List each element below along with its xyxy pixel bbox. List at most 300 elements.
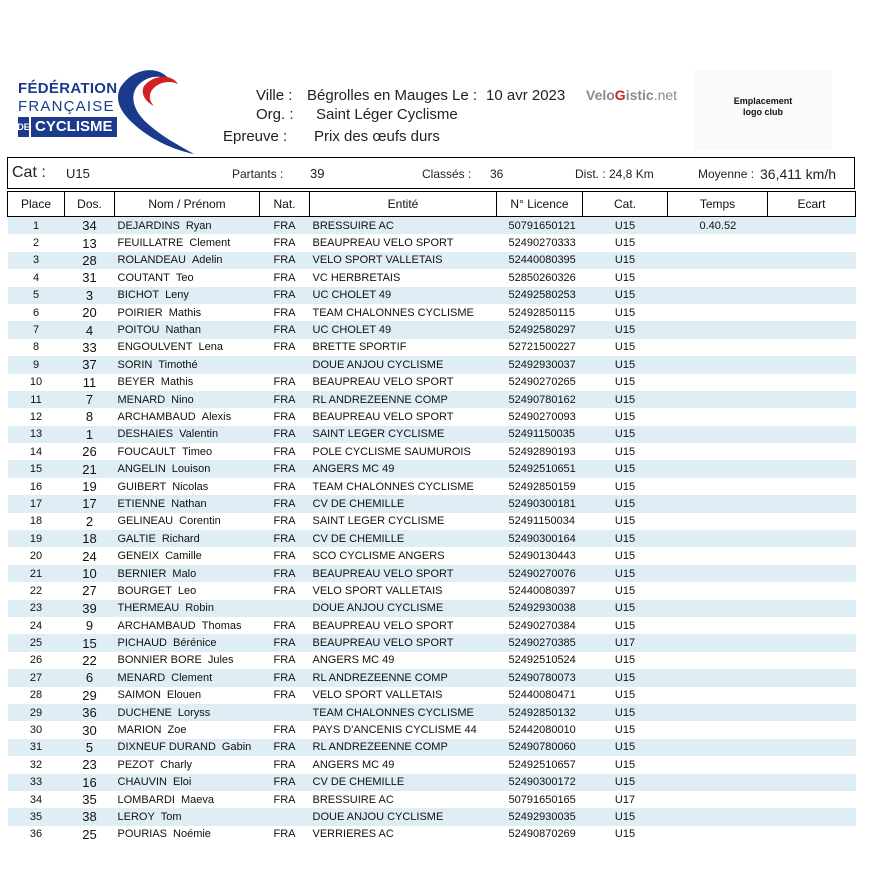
cell-nom-prenom <box>115 339 260 356</box>
table-row <box>8 478 856 495</box>
cell-place: 27 <box>8 669 65 686</box>
cell-licence: 52721500227 <box>508 341 576 354</box>
velogistic-brand <box>586 87 677 103</box>
table-row <box>8 600 856 617</box>
nom: COUTANT <box>117 271 170 284</box>
cell-entite: CV DE CHEMILLE <box>310 530 497 547</box>
cell-cat: U15 <box>583 217 668 235</box>
col-temps[interactable]: Temps <box>668 192 768 217</box>
cell-dossard: 31 <box>82 270 97 286</box>
cell-nom-prenom <box>115 687 260 704</box>
cell-dossard: 19 <box>82 479 97 495</box>
cell-nom-prenom <box>115 547 260 564</box>
cell-licence: 52850260326 <box>508 271 576 284</box>
moyenne-value: 36,411 km/h <box>760 166 837 182</box>
cell-licence: 52492510657 <box>508 758 576 771</box>
cell-entite: BEAUPREAU VELO SPORT <box>312 619 454 632</box>
cell-place: 14 <box>29 445 43 458</box>
nom: BICHOT <box>117 289 160 302</box>
prenom: Maeva <box>180 793 214 806</box>
table-row <box>8 721 856 738</box>
nom: MARION <box>117 724 162 737</box>
cell-cat: U15 <box>614 550 636 563</box>
cell-dossard: 39 <box>65 600 115 617</box>
cell-ecart <box>768 513 856 530</box>
cell-licence: 52490870269 <box>508 828 576 841</box>
prenom: Noémie <box>173 828 211 841</box>
col-nat[interactable]: Nat. <box>260 192 310 217</box>
prenom: Tom <box>160 810 182 823</box>
nom: DUCHENE <box>117 706 172 719</box>
prenom: Timeo <box>181 445 213 458</box>
cell-nom-prenom <box>115 530 260 547</box>
nom: FEUILLATRE <box>117 237 184 250</box>
results-table <box>7 191 856 843</box>
cell-cat: U15 <box>614 689 636 702</box>
cell-temps <box>668 391 768 408</box>
nom: BONNIER BORE <box>117 654 202 667</box>
cell-place: 20 <box>29 550 43 563</box>
col-entite[interactable]: Entité <box>310 192 497 217</box>
cell-cat: U15 <box>583 774 668 791</box>
cell-nat: FRA <box>260 565 310 582</box>
table-row <box>8 634 856 651</box>
cell-dossard: 27 <box>82 583 97 599</box>
nom: MENARD <box>117 671 166 684</box>
table-row <box>8 269 856 286</box>
cell-nat: FRA <box>260 217 310 235</box>
nom: GELINEAU <box>117 515 174 528</box>
cell-cat: U15 <box>614 306 636 319</box>
cell-nat: FRA <box>273 793 296 806</box>
cell-entite: ANGERS MC 49 <box>310 460 497 477</box>
cell-nom-prenom <box>115 321 260 338</box>
cell-nat: FRA <box>260 669 310 686</box>
classes-label: Classés : <box>422 167 472 181</box>
cell-nat: FRA <box>273 550 296 563</box>
brand-part-net: .net <box>653 87 678 103</box>
cell-temps <box>668 826 768 843</box>
cell-cat: U15 <box>583 495 668 512</box>
cell-nom-prenom <box>115 513 260 530</box>
nom: PICHAUD <box>117 637 168 650</box>
table-row <box>8 704 856 721</box>
nom: CHAUVIN <box>117 776 168 789</box>
nom: DEJARDINS <box>117 219 180 232</box>
cell-dossard: 8 <box>85 409 94 425</box>
cell-nat: FRA <box>260 391 310 408</box>
cell-temps <box>668 704 768 721</box>
logo-club-line1: Emplacement <box>733 96 793 106</box>
cell-dossard: 1 <box>65 426 115 443</box>
prenom: Malo <box>172 567 197 580</box>
prenom: Leo <box>177 584 197 597</box>
cyclist-swoosh-icon <box>114 66 198 156</box>
cell-entite: VC HERBRETAIS <box>312 271 401 284</box>
cell-temps <box>668 687 768 704</box>
cell-nom-prenom <box>115 634 260 651</box>
org-label: Org. : <box>256 106 294 123</box>
cell-nat <box>260 808 310 825</box>
cell-licence: 52440080397 <box>508 584 576 597</box>
cell-temps <box>668 652 768 669</box>
distance: Dist. : 24,8 Km <box>575 167 654 181</box>
cell-ecart <box>768 321 856 338</box>
nom: MENARD <box>117 393 166 406</box>
cell-dossard: 26 <box>82 444 97 460</box>
table-row <box>8 426 856 443</box>
cell-ecart <box>768 547 856 564</box>
cell-nom-prenom <box>115 443 260 460</box>
cell-licence: 52492850115 <box>508 306 575 319</box>
cell-place: 9 <box>8 356 65 373</box>
cell-dossard: 38 <box>65 808 115 825</box>
cell-cat: U15 <box>614 376 636 389</box>
cell-temps <box>668 565 768 582</box>
nom: BOURGET <box>117 584 172 597</box>
cell-cat: U15 <box>614 445 636 458</box>
table-row <box>8 234 856 251</box>
cell-dossard: 24 <box>82 548 97 564</box>
cell-nom-prenom <box>115 217 260 235</box>
cell-licence: 52490270333 <box>508 237 576 250</box>
cell-cat: U15 <box>583 321 668 338</box>
cell-entite: VELO SPORT VALLETAIS <box>312 689 443 702</box>
partants-label: Partants : <box>232 167 284 181</box>
date-value: 10 avr 2023 <box>486 87 566 104</box>
cell-nom-prenom <box>115 669 260 686</box>
nom: ARCHAMBAUD <box>117 410 196 423</box>
logo-club-placeholder <box>694 70 832 150</box>
cell-temps <box>668 530 768 547</box>
cell-nom-prenom <box>115 269 260 286</box>
cell-cat: U15 <box>583 356 668 373</box>
nom: ROLANDEAU <box>117 254 186 267</box>
cell-entite: POLE CYCLISME SAUMUROIS <box>312 445 471 458</box>
cell-cat: U15 <box>583 565 668 582</box>
cell-place: 32 <box>29 758 43 771</box>
cell-nom-prenom <box>115 756 260 773</box>
col-dossard[interactable]: Dos. <box>65 192 115 217</box>
cell-place: 2 <box>32 237 40 250</box>
cell-nat: FRA <box>260 739 310 756</box>
cell-entite: SCO CYCLISME ANGERS <box>312 550 445 563</box>
prenom: Alexis <box>201 410 232 423</box>
cell-ecart <box>768 582 856 599</box>
cell-nom-prenom <box>115 374 260 391</box>
cell-ecart <box>768 356 856 373</box>
cell-dossard: 13 <box>82 235 97 251</box>
table-row <box>8 443 856 460</box>
cell-licence: 52492850132 <box>497 704 583 721</box>
cell-dossard: 10 <box>65 565 115 582</box>
cell-nat: FRA <box>273 828 296 841</box>
org-value: Saint Léger Cyclisme <box>316 106 458 123</box>
table-row <box>8 252 856 269</box>
cell-place: 17 <box>8 495 65 512</box>
cell-ecart <box>768 600 856 617</box>
cell-licence: 52440080395 <box>497 252 583 269</box>
prenom: Adelin <box>191 254 223 267</box>
race-info-bar <box>7 157 855 189</box>
cell-cat: U15 <box>583 460 668 477</box>
nom: LOMBARDI <box>117 793 175 806</box>
cell-ecart <box>768 617 856 634</box>
nom: SORIN <box>117 358 153 371</box>
cell-nom-prenom <box>115 391 260 408</box>
cell-ecart <box>768 287 856 304</box>
prenom: Mathis <box>168 306 202 319</box>
cell-cat: U15 <box>614 654 636 667</box>
cell-ecart <box>768 269 856 286</box>
cell-nat: FRA <box>260 460 310 477</box>
cell-licence: 52492930037 <box>497 356 583 373</box>
cell-ecart <box>768 634 856 651</box>
cell-dossard: 28 <box>65 252 115 269</box>
col-place[interactable]: Place <box>8 192 65 217</box>
table-row <box>8 826 856 843</box>
cell-cat: U15 <box>614 341 636 354</box>
cell-ecart <box>768 808 856 825</box>
cell-place: 26 <box>29 654 43 667</box>
cell-ecart <box>768 460 856 477</box>
cell-temps <box>668 582 768 599</box>
cell-entite: RL ANDREZEENNE COMP <box>310 669 497 686</box>
cell-ecart <box>768 530 856 547</box>
cell-nat: FRA <box>273 515 296 528</box>
cell-dossard: 4 <box>65 321 115 338</box>
cell-place: 34 <box>29 793 43 806</box>
cell-nom-prenom <box>115 252 260 269</box>
cell-licence: 52490270265 <box>508 376 576 389</box>
cell-licence: 52492890193 <box>508 445 576 458</box>
cell-ecart <box>768 391 856 408</box>
cell-ecart <box>768 217 856 235</box>
cell-dossard: 37 <box>65 356 115 373</box>
cell-dossard: 21 <box>65 460 115 477</box>
prenom: Leny <box>165 289 189 302</box>
cell-temps <box>668 669 768 686</box>
cell-nom-prenom <box>115 287 260 304</box>
prenom: Thomas <box>201 619 242 632</box>
cell-temps <box>668 426 768 443</box>
cell-ecart <box>768 304 856 321</box>
cell-licence: 52490780073 <box>497 669 583 686</box>
cell-entite: BEAUPREAU VELO SPORT <box>312 237 454 250</box>
cell-entite: VERRIERES AC <box>312 828 394 841</box>
cell-nat: FRA <box>260 287 310 304</box>
cell-entite: PAYS D'ANCENIS CYCLISME 44 <box>312 724 477 737</box>
cell-nat: FRA <box>273 689 296 702</box>
cell-ecart <box>768 234 856 251</box>
cell-ecart <box>768 721 856 738</box>
col-nom-prenom[interactable]: Nom / Prénom <box>115 192 260 217</box>
cell-nom-prenom <box>115 408 260 425</box>
cell-place: 5 <box>8 287 65 304</box>
cell-ecart <box>768 826 856 843</box>
cell-cat: U15 <box>614 480 636 493</box>
cell-place: 13 <box>8 426 65 443</box>
cell-cat: U15 <box>583 808 668 825</box>
table-row <box>8 356 856 373</box>
cell-place: 12 <box>29 410 43 423</box>
cell-cat: U15 <box>583 287 668 304</box>
cell-licence: 52492930038 <box>497 600 583 617</box>
logo-club-line2: logo club <box>743 107 783 117</box>
cell-nat: FRA <box>260 774 310 791</box>
prenom: Louison <box>171 463 211 476</box>
cell-ecart <box>768 791 856 808</box>
cell-entite: TEAM CHALONNES CYCLISME <box>312 480 474 493</box>
cell-place: 19 <box>8 530 65 547</box>
cell-temps <box>668 756 768 773</box>
cell-dossard: 33 <box>82 339 97 355</box>
cell-ecart <box>768 756 856 773</box>
col-ecart[interactable]: Ecart <box>768 192 856 217</box>
cell-licence: 52490300172 <box>497 774 583 791</box>
cell-place: 36 <box>29 828 43 841</box>
partants-value: 39 <box>310 166 325 181</box>
cell-dossard: 7 <box>65 391 115 408</box>
cell-nom-prenom <box>115 826 260 843</box>
cell-place: 22 <box>29 584 43 597</box>
cell-place: 16 <box>29 480 43 493</box>
cat-value: U15 <box>66 166 90 181</box>
cell-nom-prenom <box>115 791 260 808</box>
cell-temps <box>668 408 768 425</box>
col-licence[interactable]: N° Licence <box>497 192 583 217</box>
brand-part-b: istic <box>625 87 654 103</box>
table-row <box>8 495 856 512</box>
nom: ARCHAMBAUD <box>117 619 196 632</box>
cell-ecart <box>768 704 856 721</box>
cell-entite: BRESSUIRE AC <box>312 793 394 806</box>
cell-ecart <box>768 478 856 495</box>
logo-line1: FÉDÉRATION <box>18 80 118 97</box>
cat-label: Cat : <box>12 164 46 181</box>
cell-nom-prenom <box>115 565 260 582</box>
prenom: Mathis <box>160 376 194 389</box>
cell-nom-prenom <box>115 478 260 495</box>
cell-nat: FRA <box>273 654 296 667</box>
cell-nat: FRA <box>273 306 296 319</box>
nom: ENGOULVENT <box>117 341 193 354</box>
cell-nat: FRA <box>273 445 296 458</box>
logo-de: DE <box>18 117 29 137</box>
ville-value: Bégrolles en Mauges <box>307 87 448 104</box>
cell-nom-prenom <box>115 426 260 443</box>
brand-part-g: G <box>614 87 626 103</box>
nom: GUIBERT <box>117 480 167 493</box>
cell-licence: 50791650165 <box>508 793 576 806</box>
cell-ecart <box>768 652 856 669</box>
cell-dossard: 30 <box>82 722 97 738</box>
cell-nat: FRA <box>260 530 310 547</box>
table-row <box>8 217 856 235</box>
cell-dossard: 11 <box>82 374 97 390</box>
logo-line3 <box>18 117 117 137</box>
cell-licence: 52492930035 <box>497 808 583 825</box>
cell-temps <box>668 791 768 808</box>
cell-licence: 52490130443 <box>508 550 576 563</box>
table-row <box>8 565 856 582</box>
cell-dossard: 17 <box>65 495 115 512</box>
cell-dossard: 2 <box>85 513 94 529</box>
cell-licence: 52440080471 <box>508 689 576 702</box>
prenom: Timothé <box>158 358 198 371</box>
cell-cat: U15 <box>583 391 668 408</box>
prenom: Clement <box>189 237 231 250</box>
cell-temps <box>668 547 768 564</box>
table-row <box>8 530 856 547</box>
cell-place: 6 <box>32 306 40 319</box>
table-row <box>8 582 856 599</box>
table-row <box>8 756 856 773</box>
nom: POITOU <box>117 324 160 337</box>
cell-nat: FRA <box>273 619 296 632</box>
cell-nom-prenom <box>115 460 260 477</box>
cell-nat: FRA <box>273 724 296 737</box>
cell-dossard: 6 <box>65 669 115 686</box>
cell-licence: 52490270384 <box>508 619 576 632</box>
cell-cat: U17 <box>614 793 636 806</box>
ffc-logo <box>14 66 200 156</box>
cell-ecart <box>768 495 856 512</box>
cell-place: 1 <box>8 217 65 235</box>
table-row <box>8 808 856 825</box>
table-row <box>8 460 856 477</box>
cell-dossard: 25 <box>82 826 97 842</box>
col-cat[interactable]: Cat. <box>583 192 668 217</box>
cell-nat: FRA <box>260 495 310 512</box>
cell-nom-prenom <box>115 234 260 251</box>
cell-dossard: 34 <box>65 217 115 235</box>
cell-place: 21 <box>8 565 65 582</box>
cell-ecart <box>768 252 856 269</box>
cell-cat: U17 <box>583 634 668 651</box>
cell-place: 28 <box>29 689 43 702</box>
cell-temps <box>668 478 768 495</box>
nom: GALTIE <box>117 532 156 545</box>
cell-entite: BRESSUIRE AC <box>310 217 497 235</box>
epreuve-label: Epreuve : <box>223 128 288 145</box>
cell-licence: 52490780162 <box>497 391 583 408</box>
cell-dossard: 9 <box>85 618 94 634</box>
cell-licence: 52492580297 <box>497 321 583 338</box>
cell-ecart <box>768 408 856 425</box>
cell-temps <box>668 460 768 477</box>
cell-nom-prenom <box>115 617 260 634</box>
cell-entite: BRETTE SPORTIF <box>312 341 407 354</box>
cell-entite: UC CHOLET 49 <box>310 287 497 304</box>
cell-nat <box>260 356 310 373</box>
cell-temps <box>668 374 768 391</box>
cell-temps <box>668 634 768 651</box>
cell-nat <box>260 600 310 617</box>
cell-licence: 52491150035 <box>497 426 583 443</box>
epreuve-value: Prix des œufs durs <box>314 128 440 145</box>
cell-nat: FRA <box>260 426 310 443</box>
cell-licence: 52492850159 <box>508 480 576 493</box>
cell-cat: U15 <box>614 271 636 284</box>
cell-entite: SAINT LEGER CYCLISME <box>312 515 445 528</box>
cell-dossard: 22 <box>82 652 97 668</box>
cell-entite: ANGERS MC 49 <box>312 654 395 667</box>
cell-place: 7 <box>8 321 65 338</box>
cell-entite: VELO SPORT VALLETAIS <box>310 252 497 269</box>
cell-temps <box>668 269 768 286</box>
nom: LEROY <box>117 810 155 823</box>
